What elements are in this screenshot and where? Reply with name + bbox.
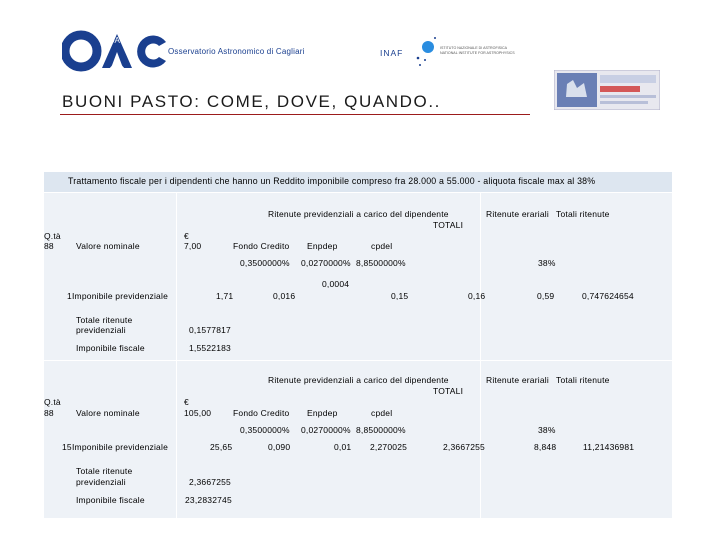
fondo-credito-label: Fondo Credito [233, 408, 290, 418]
cpdel-label: cpdel [371, 408, 393, 418]
value-totali-ritenute: 11,21436981 [583, 442, 635, 452]
meal-voucher-image [554, 70, 660, 110]
qta-value: 88 [44, 241, 54, 251]
fondo-credito-label: Fondo Credito [233, 241, 290, 251]
hdr-totali-ritenute: Totali ritenute [556, 209, 610, 219]
euro-value: 105,00 [184, 408, 212, 418]
imponibile-previdenziale-label: Imponibile previdenziale [72, 291, 168, 301]
title-underline [60, 114, 530, 115]
rate-erariali: 38% [538, 258, 556, 268]
rate-fondo: 0,3500000% [240, 258, 290, 268]
value-totali: 0,16 [468, 291, 486, 301]
value-erariali: 0,59 [537, 291, 555, 301]
oac-name: Osservatorio Astronomico di Cagliari [168, 47, 305, 56]
cpdel-label: cpdel [371, 241, 393, 251]
hdr-ritenute-previdenziali: Ritenute previdenziali a carico del dipendente [268, 375, 449, 385]
totale-ritenute-label-2: previdenziali [76, 325, 126, 335]
inaf-logo [380, 34, 540, 70]
inaf-subtitle-2: NATIONAL INSTITUTE FOR ASTROPHYSICS [440, 51, 515, 55]
imponibile-fiscale-label: Imponibile fiscale [76, 495, 145, 505]
value-cpdel: 2,270025 [370, 442, 408, 452]
qta-label: Q.tà [44, 231, 61, 241]
euro-symbol: € [184, 397, 189, 407]
row-count: 1 [67, 291, 72, 301]
rate-fondo: 0,3500000% [240, 425, 290, 435]
hdr-totali-ritenute: Totali ritenute [556, 375, 610, 385]
totale-ritenute-value: 0,1577817 [189, 325, 231, 335]
value-fondo: 0,090 [268, 442, 291, 452]
rate-cpdel: 8,8500000% [356, 425, 406, 435]
inaf-brand-text: INAF [380, 48, 404, 58]
section-divider [44, 360, 672, 361]
euro-value: 7,00 [184, 241, 202, 251]
oac-brand-text: OAC [108, 36, 126, 45]
value-erariali: 8,848 [534, 442, 557, 452]
row-count: 15 [62, 442, 72, 452]
hdr-ritenute-erariali: Ritenute erariali [486, 209, 549, 219]
value-totali-ritenute: 0,747624654 [582, 291, 634, 301]
rate-enpdep: 0,0270000% [301, 425, 351, 435]
imponibile-previdenziale-value: 25,65 [210, 442, 233, 452]
rate-cpdel: 8,8500000% [356, 258, 406, 268]
totale-ritenute-label-1: Totale ritenute [76, 466, 133, 476]
enpdep-label: Enpdep [307, 241, 338, 251]
rate-erariali: 38% [538, 425, 556, 435]
imponibile-fiscale-value: 1,5522183 [189, 343, 231, 353]
euro-symbol: € [184, 231, 189, 241]
totale-ritenute-label-2: previdenziali [76, 477, 126, 487]
column-divider [480, 192, 481, 518]
table-caption: Trattamento fiscale per i dipendenti che hanno un Reddito imponibile compreso fra 28.000 a 55.000 - aliquota fiscale max al 38% [68, 176, 596, 186]
valore-nominale-label: Valore nominale [76, 408, 140, 418]
oac-logo [62, 30, 172, 72]
value-fondo: 0,016 [273, 291, 296, 301]
row-divider [44, 192, 672, 193]
hdr-totali: TOTALI [433, 386, 464, 396]
totale-ritenute-value: 2,3667255 [189, 477, 231, 487]
totale-ritenute-label-1: Totale ritenute [76, 315, 133, 325]
value-enpdep: 0,01 [334, 442, 352, 452]
valore-nominale-label: Valore nominale [76, 241, 140, 251]
qta-value: 88 [44, 408, 54, 418]
value-cpdel: 0,15 [391, 291, 409, 301]
rate-enpdep: 0,0270000% [301, 258, 351, 268]
imponibile-fiscale-label: Imponibile fiscale [76, 343, 145, 353]
small-value: 0,0004 [322, 279, 350, 289]
column-divider [176, 192, 177, 518]
inaf-subtitle-1: ISTITUTO NAZIONALE DI ASTROFISICA [440, 46, 508, 50]
page-title: BUONI PASTO: COME, DOVE, QUANDO.. [62, 92, 441, 111]
imponibile-previdenziale-label: Imponibile previdenziale [72, 442, 168, 452]
hdr-ritenute-erariali: Ritenute erariali [486, 375, 549, 385]
imponibile-fiscale-value: 23,2832745 [185, 495, 232, 505]
enpdep-label: Enpdep [307, 408, 338, 418]
imponibile-previdenziale-value: 1,71 [216, 291, 234, 301]
hdr-ritenute-previdenziali: Ritenute previdenziali a carico del dipendente [268, 209, 449, 219]
hdr-totali: TOTALI [433, 220, 464, 230]
value-totali: 2,3667255 [443, 442, 485, 452]
qta-label: Q.tà [44, 397, 61, 407]
